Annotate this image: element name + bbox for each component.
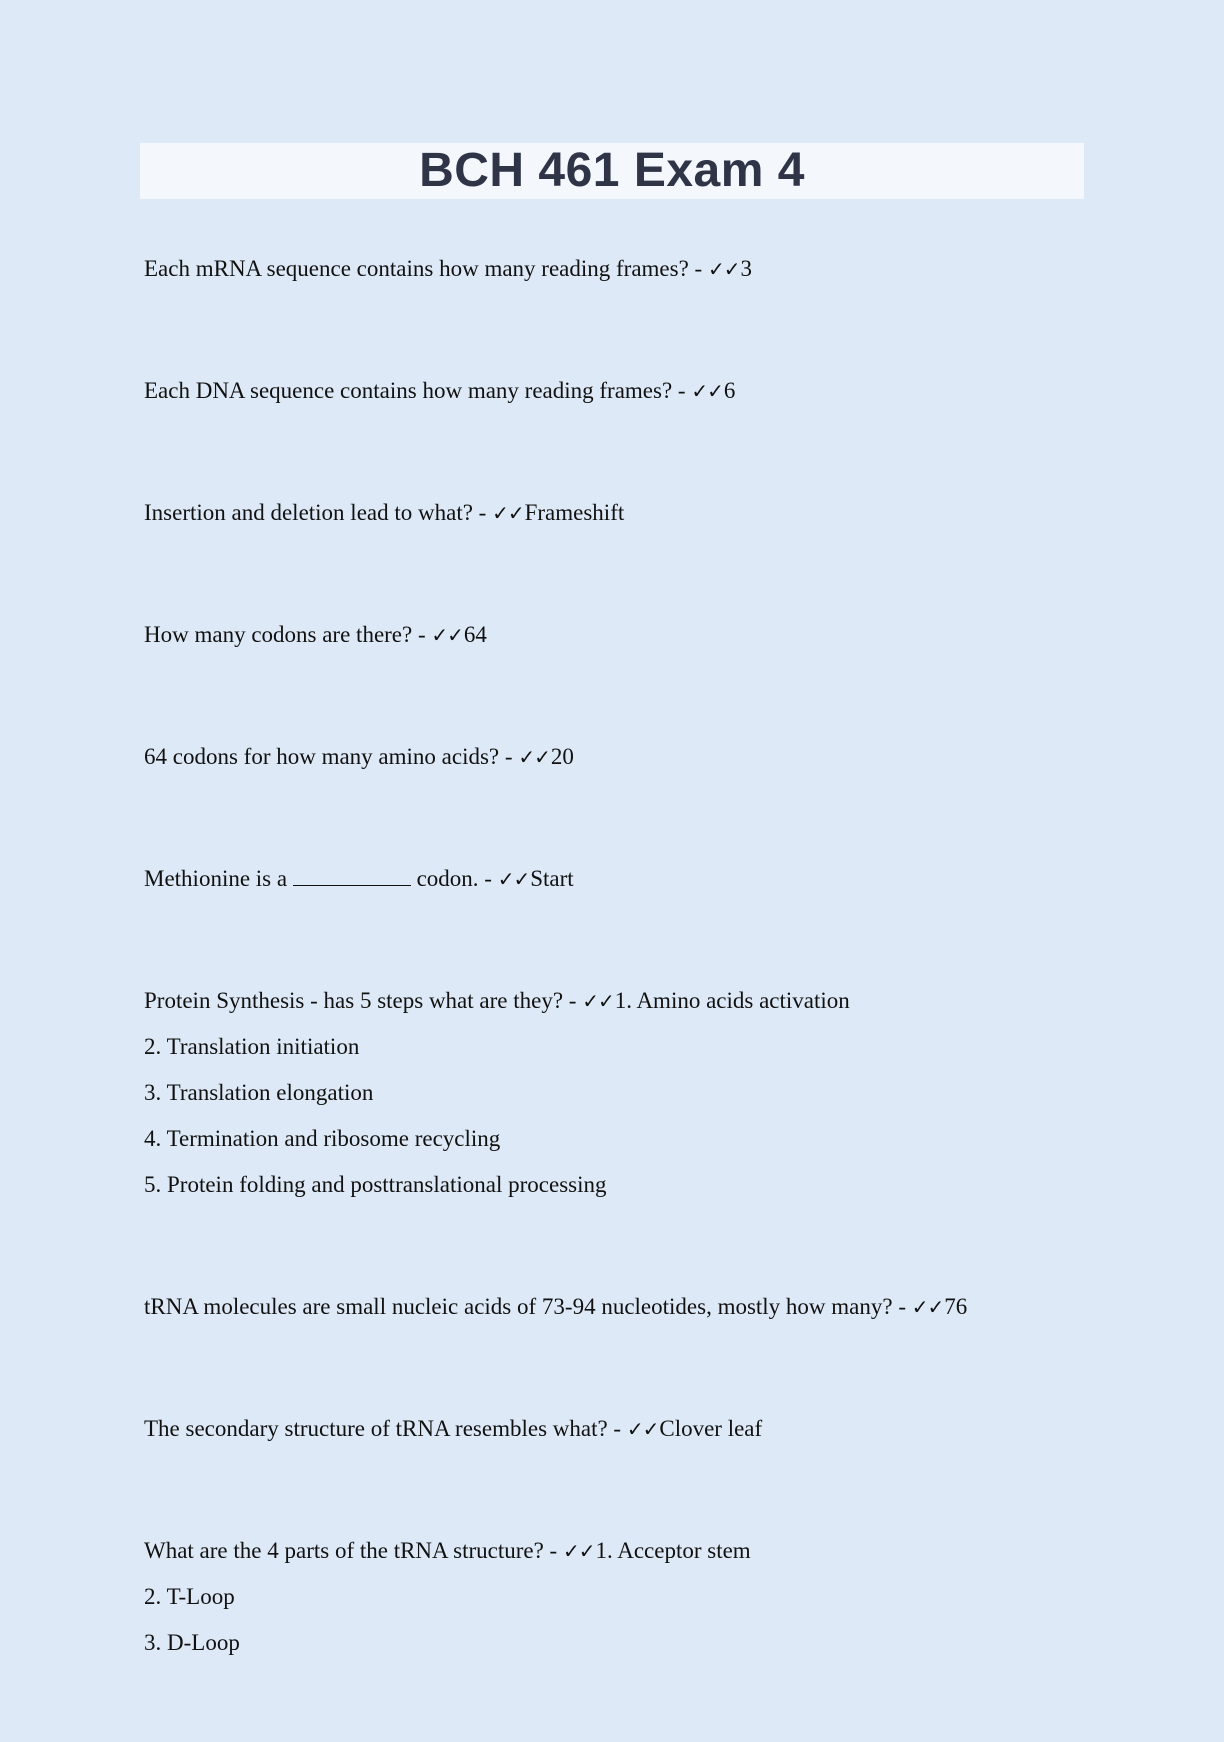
answer-text: 3	[740, 256, 752, 281]
qa-item	[144, 368, 1144, 414]
qa-item	[144, 856, 1144, 902]
answer-continuation-line: 5. Protein folding and posttranslational processing	[144, 1172, 607, 1197]
answer-text: Start	[530, 866, 574, 891]
question-text: Methionine is a	[144, 866, 293, 891]
question-line	[144, 246, 1144, 292]
qa-item	[144, 246, 1144, 292]
answer-text: 1. Amino acids activation	[614, 988, 850, 1013]
fill-in-blank	[293, 867, 411, 886]
answer-text: Clover leaf	[659, 1416, 763, 1441]
question-line	[144, 1528, 1144, 1574]
question-text: How many codons are there? -	[144, 622, 432, 647]
double-check-icon: ✓✓	[562, 1539, 595, 1563]
double-check-icon: ✓✓	[518, 745, 550, 769]
question-text: Insertion and deletion lead to what? -	[144, 500, 493, 525]
question-line	[144, 368, 1144, 414]
answer-continuation-line: 4. Termination and ribosome recycling	[144, 1126, 501, 1151]
question-text: 64 codons for how many amino acids? -	[144, 744, 519, 769]
answer-continuation-line: 3. D-Loop	[144, 1630, 240, 1655]
answer-text: 64	[463, 622, 487, 647]
answer-continuation-line: 3. Translation elongation	[144, 1080, 374, 1105]
question-line	[144, 734, 1144, 780]
question-text: Each DNA sequence contains how many reading frames? -	[144, 378, 692, 403]
answer-text: 20	[550, 744, 574, 769]
qa-item	[144, 612, 1144, 658]
double-check-icon: ✓✓	[492, 501, 524, 525]
double-check-icon: ✓✓	[707, 257, 740, 281]
answer-text: 6	[723, 378, 736, 403]
qa-list	[144, 246, 1144, 1742]
question-line	[144, 978, 1144, 1024]
question-line	[144, 490, 1144, 536]
double-check-icon: ✓✓	[626, 1417, 659, 1441]
question-text: tRNA molecules are small nucleic acids of 73-94 nucleotides, mostly how many? -	[144, 1294, 912, 1319]
question-text: Each mRNA sequence contains how many reading frames? -	[144, 256, 708, 281]
double-check-icon: ✓✓	[911, 1295, 944, 1319]
qa-item	[144, 1406, 1144, 1452]
double-check-icon: ✓✓	[497, 867, 530, 891]
answer-text: 76	[944, 1294, 968, 1319]
answer-continuation-line: 2. T-Loop	[144, 1584, 235, 1609]
qa-item	[144, 978, 1144, 1208]
qa-item	[144, 490, 1144, 536]
question-line	[144, 856, 1144, 902]
title-banner	[140, 143, 1084, 199]
question-text: The secondary structure of tRNA resembles what? -	[144, 1416, 627, 1441]
question-text: Protein Synthesis - has 5 steps what are they? -	[144, 988, 583, 1013]
question-text: What are the 4 parts of the tRNA structure? -	[144, 1538, 563, 1563]
answer-text: 1. Acceptor stem	[595, 1538, 751, 1563]
answer-continuation-line: 2. Translation initiation	[144, 1034, 360, 1059]
qa-item	[144, 1528, 1144, 1666]
qa-item	[144, 1284, 1144, 1330]
page-title: BCH 461 Exam 4	[419, 144, 805, 197]
double-check-icon: ✓✓	[582, 989, 614, 1013]
answer-text: Frameshift	[524, 500, 625, 525]
question-line	[144, 612, 1144, 658]
question-line	[144, 1284, 1144, 1330]
double-check-icon: ✓✓	[691, 379, 723, 403]
qa-item	[144, 734, 1144, 780]
question-text: codon. -	[410, 866, 498, 891]
double-check-icon: ✓✓	[431, 623, 463, 647]
question-line	[144, 1406, 1144, 1452]
